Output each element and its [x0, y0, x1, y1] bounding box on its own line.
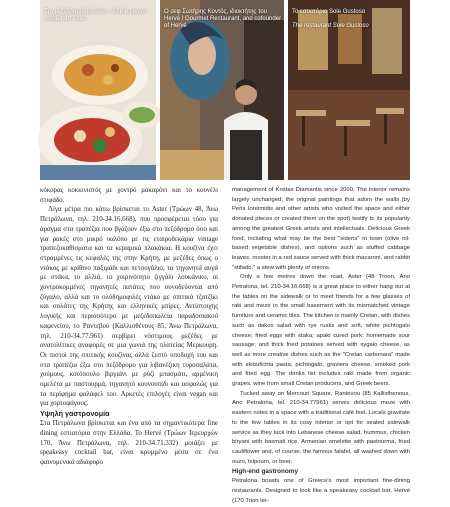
section-heading: High-end gastronomy: [232, 468, 299, 476]
paragraph: Λίγα μέτρα πιο κάτω βρίσκεται το Aster (Τρώων 48, Άνω Πετράλωνα, τηλ. 210-34.16.668), που προσφέρεται τόσο για άραγμα στα τραπέζια που βγάζουν έξω στο πεζόδρομο όσο και για ρακές στο μικρό υαλόπο με τις εταιροδεκάρια vintage τραπεζοκαθίσματα και τα κεραμικά πλακάκια. Η κουζίνα έχει στραμμένες τις κεφαλές της στην Κρήτη, με μεζέδες όπως ο ντάκος με κρίθινο παξιμάδι και πετσογάλιο, τα τηγανητά αυγά με στάκα, το αλλιά, το χοιρινόπητο ζιγγάλι λουκάνικο, οι χοντροκομμένες τηγανητές πατάτες που συνοδεύονται από ζύγαλο, αλλά και το ολόδημοφιλές ντάκο με σπιτικά τζατζίκι και σαλάτες της Κρήτης και ελληνικές μπίρες. Αντίστοιχης λογικής και περισσότερο με μεζεδοπωλεία παραδοσιακού καφενείου, το Ραντεβού (Καλλισθένους 85, Άνω Πετράλωνα, τηλ. 210-34.77.961) σερβίρει νόστιμους μεζέδες με ανατολίτικες αναφορές σε μια γωνιά της πλατείας Μερκουρη. Οι πιστοί της σπιτικής κουζίνας αλλά ζεστό υποδοχή του και στα τραπέζια έξω στο πεζόδρομο για λιβανέζικη τυροσαλάτα, χούμους, κοτόπουλο βιργιάνι με ρύζι μπασμάτι, αρμένικη ομελέτα με παστουρμά, τηγανητό κουνουπίδι και ασφαλώς για τα περίφημα φαλάφελ του. Αρκετές επιλογές είναι vegan και για χορτοφάγους.: [40, 206, 218, 408]
caption-text: Ο σεφ Σωτήρης Κοντός, ιδιοκτήτης του Hervé / Gourmet Restaurant, and cofounder of Hervé: [164, 9, 282, 29]
photo-food-aster: [40, 0, 156, 180]
paragraph: Στα Πετράλωνα βρίσκεται και ένα από τα σημαντικότερα fine dining εστιατόρια στην Ελλάδα. Το Hervé (Τρώων Ιερευρχών 170, Άνω Πετράλωνα, τηλ. 210-34.71.332) μοιάζει με speakeasy cocktail bar, είναι κρυμμένο μέσα σε ένα φαινομενικά αδιάφορο: [40, 420, 218, 466]
paragraph: Petralona boasts one of Greece's most important fine-dining restaurants. Designed to look like a speakeasy cocktail bar, Hervé (170 Trion Ier-: [232, 478, 410, 504]
section-heading: Υψηλή γαστρονομία: [40, 409, 110, 419]
photo-restaurant-interior: [288, 0, 410, 180]
article-column-english: [232, 186, 410, 504]
caption-text-english: The restaurant Sole Gustoso: [292, 23, 369, 29]
photo-caption-chef: [164, 2, 284, 37]
photo-caption-food: [44, 2, 156, 30]
paragraph: Only a few metres down the road, Aster (48 Troon, Ano Petralona, tel. 210-34.16.668) is a great place to either hang out at the tables on the sidewalk or to meet friends for a few glasses of raki and meze in the small basement with its mismatched vintage furniture and ceramic tiles. The kitchen is mainly Cretan, with dishes such as dakos salad with rye rusks and soft, white pichtogalo cheese; fried eggs with staka; apaki cured pork; homemade sour sausage; and thick fried potatoes served with xygalo cheese, as well as more creative dishes such as the "Cretan carbonara" made with skioufichta pasta, pichtogalo, graviera cheese, smoked pork and fried egg. The drinks list includes raki made from organic grapes, wine from small Cretan producers, and Greek beers.: [232, 274, 410, 388]
caption-text: Στο μεζεδοπωλείο Aster / Αt the tavern restaurant Aster: [44, 9, 147, 22]
paragraph: κόκορας κοκκινιστός με χοντρό μακαρόνι και το κουνέλι στιφάδο.: [40, 187, 218, 204]
paragraph: management of Kostas Diamantis since 2000. The interior remains largely unchanged; the original paintings that adorn the walls (by Peris Ioreimidis and other artists who visited the space and either donated pieces or created them on the spot) testify to its popularity among the greatest Greek artists and intellectuals. Delicious Greek food, including what may be the best "sideris" in town (olive oil-based vegetable dishes), and options such as stuffed cabbage leaves, rooster in a red sauce served with thick macaroni, and rabbit "stifado," a stew with plenty of onions.: [232, 187, 410, 271]
paragraph: Tucked away on Mercouri Square, Rantevou (85 Kallisthenous, Ano Petralona, tel. 210-34.77961) serves delicious meze with eastern notes in a space with a traditional café feel. Locals gravitate to the few tables in its cosy interior or opt for seated sidewalk service as they tuck into Lebanese cheese salad, hummus, chicken biryani with basmati rice, Armenian omelette with pastourma, fried cauliflower and, of course, the famous falafel, all washed down with ouzo, tsipouro, or beer.: [232, 390, 410, 465]
photo-chef-herve: [160, 0, 284, 180]
caption-text-greek: Το εστιατόριο Sole Gustoso: [292, 9, 366, 15]
article-column-greek: [40, 186, 218, 466]
photo-caption-restaurant: [292, 2, 369, 37]
